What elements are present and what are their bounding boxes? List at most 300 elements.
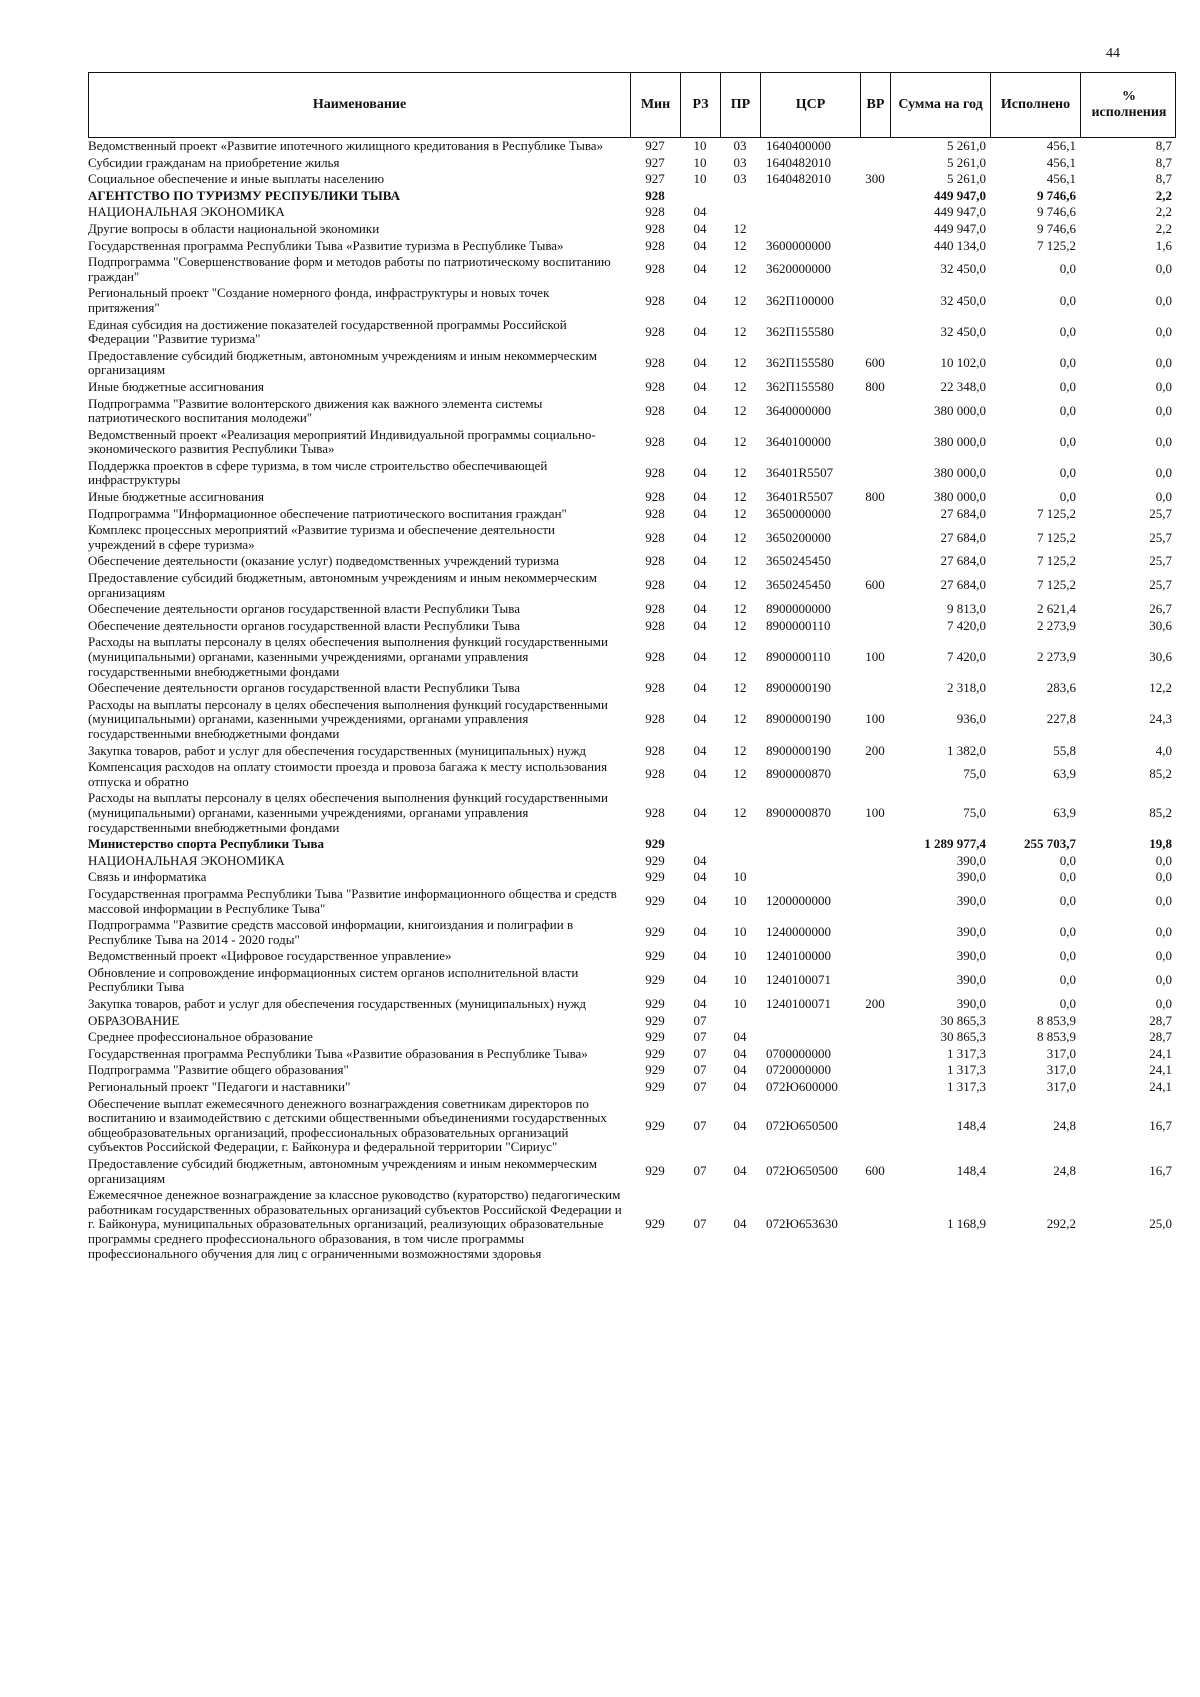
cell-rz: 04 <box>693 948 707 964</box>
cell-min: 929 <box>645 1117 665 1133</box>
cell-sum: 1 168,9 <box>947 1216 986 1232</box>
cell-csr: 072Ю653630 <box>766 1216 838 1232</box>
cell-vr: 800 <box>865 489 885 505</box>
cell-name: Расходы на выплаты персоналу в целях обеспечения выполнения функций государственными (муниципальными) органами, казенными учреждениями, органами управления государственными внебюджетными фондами <box>88 696 608 741</box>
cell-name: Региональный проект "Педагоги и наставники" <box>88 1079 351 1095</box>
cell-rz: 04 <box>693 465 707 481</box>
cell-sum: 449 947,0 <box>934 187 986 203</box>
cell-name: НАЦИОНАЛЬНАЯ ЭКОНОМИКА <box>88 204 285 220</box>
cell-min: 929 <box>645 1012 665 1028</box>
cell-min: 928 <box>645 766 665 782</box>
table-row <box>88 204 1176 221</box>
cell-vr: 100 <box>865 649 885 664</box>
cell-pr: 12 <box>733 323 747 339</box>
cell-csr: 362П155580 <box>766 355 834 371</box>
cell-vr <box>860 537 890 539</box>
cell-csr <box>760 1037 860 1039</box>
cell-vr <box>860 245 890 247</box>
cell-vr <box>860 1053 890 1055</box>
cell-vr <box>860 956 890 958</box>
table-row <box>88 618 1176 635</box>
cell-done: 255 703,7 <box>1024 836 1076 852</box>
cell-rz: 07 <box>693 1029 707 1045</box>
cell-pct: 0,0 <box>1155 948 1172 964</box>
cell-done: 0,0 <box>1059 972 1076 988</box>
cell-pr: 12 <box>733 617 747 633</box>
cell-vr <box>860 1020 890 1022</box>
cell-name: Государственная программа Республики Тыва «Развитие туризма в Республике Тыва» <box>88 237 564 253</box>
cell-min: 928 <box>645 433 665 449</box>
cell-rz: 04 <box>693 378 707 394</box>
cell-csr <box>760 212 860 214</box>
cell-done: 0,0 <box>1059 996 1076 1012</box>
cell-rz: 04 <box>693 355 707 371</box>
table-row <box>88 948 1176 965</box>
cell-pr: 12 <box>733 489 747 505</box>
cell-sum: 390,0 <box>956 893 986 909</box>
cell-pr: 12 <box>733 680 747 696</box>
cell-csr: 8900000190 <box>766 742 831 758</box>
cell-pr: 04 <box>733 1062 747 1078</box>
cell-vr <box>860 860 890 862</box>
cell-min: 929 <box>645 948 665 964</box>
cell-pct: 25,7 <box>1149 529 1172 545</box>
cell-name: Закупка товаров, работ и услуг для обеспечения государственных (муниципальных) нужд <box>88 742 587 758</box>
cell-csr: 1240000000 <box>766 924 831 940</box>
cell-sum: 30 865,3 <box>940 1029 986 1045</box>
cell-sum: 27 684,0 <box>940 529 986 545</box>
header-rz: РЗ <box>681 73 721 137</box>
cell-name: Единая субсидия на достижение показателей государственной программы Российской Федерации "Развитие туризма" <box>88 316 567 347</box>
cell-done: 63,9 <box>1053 766 1076 782</box>
cell-vr <box>860 300 890 302</box>
cell-pr: 10 <box>733 869 747 885</box>
table-row <box>88 790 1176 836</box>
cell-sum: 75,0 <box>963 804 986 820</box>
cell-vr <box>860 932 890 934</box>
cell-csr <box>760 843 860 845</box>
cell-sum: 27 684,0 <box>940 553 986 569</box>
cell-pct: 24,1 <box>1149 1079 1172 1095</box>
cell-rz: 04 <box>693 680 707 696</box>
cell-vr <box>860 687 890 689</box>
cell-pr: 12 <box>733 261 747 277</box>
cell-rz: 07 <box>693 1062 707 1078</box>
cell-min: 928 <box>645 292 665 308</box>
cell-sum: 449 947,0 <box>934 204 986 220</box>
cell-pr: 04 <box>733 1079 747 1095</box>
cell-name: Государственная программа Республики Тыва "Развитие информационного общества и средств массовой информации в Республике Тыва" <box>88 885 617 916</box>
cell-csr: 0700000000 <box>766 1045 831 1061</box>
header-sum: Сумма на год <box>891 73 991 137</box>
cell-done: 456,1 <box>1046 138 1076 153</box>
cell-pr: 12 <box>733 649 747 664</box>
cell-rz: 04 <box>693 402 707 418</box>
cell-csr: 1640482010 <box>766 171 831 187</box>
cell-pr: 12 <box>733 766 747 782</box>
cell-name: Другие вопросы в области национальной экономики <box>88 220 380 236</box>
cell-pct: 24,3 <box>1149 711 1172 727</box>
cell-name: Министерство спорта Республики Тыва <box>88 836 325 852</box>
header-min: Мин <box>631 73 681 137</box>
cell-sum: 27 684,0 <box>940 505 986 521</box>
cell-sum: 440 134,0 <box>934 237 986 253</box>
cell-done: 0,0 <box>1059 292 1076 308</box>
cell-sum: 32 450,0 <box>940 261 986 277</box>
cell-rz: 04 <box>693 261 707 277</box>
cell-done: 24,8 <box>1053 1117 1076 1133</box>
cell-pct: 26,7 <box>1149 601 1172 617</box>
table-row <box>88 869 1176 886</box>
cell-name: Закупка товаров, работ и услуг для обеспечения государственных (муниципальных) нужд <box>88 996 587 1012</box>
cell-rz: 04 <box>693 529 707 545</box>
cell-vr <box>860 1070 890 1072</box>
cell-vr: 100 <box>865 711 885 727</box>
cell-pr: 12 <box>733 237 747 253</box>
cell-csr: 1240100000 <box>766 948 831 964</box>
cell-min: 928 <box>645 804 665 820</box>
cell-rz: 04 <box>693 292 707 308</box>
cell-csr: 072Ю650500 <box>766 1117 838 1133</box>
cell-pr: 12 <box>733 711 747 727</box>
cell-sum: 390,0 <box>956 869 986 885</box>
cell-rz: 04 <box>693 220 707 236</box>
table-row <box>88 188 1176 205</box>
cell-pr: 12 <box>733 577 747 593</box>
cell-pct: 2,2 <box>1155 187 1172 203</box>
cell-min: 928 <box>645 204 665 220</box>
cell-sum: 380 000,0 <box>934 433 986 449</box>
table-row <box>88 697 1176 743</box>
table-row <box>88 601 1176 618</box>
cell-vr: 600 <box>865 1163 885 1179</box>
cell-csr: 0720000000 <box>766 1062 831 1078</box>
cell-min: 928 <box>645 187 665 203</box>
cell-done: 7 125,2 <box>1037 505 1076 521</box>
table-row <box>88 570 1176 601</box>
cell-done: 0,0 <box>1059 465 1076 481</box>
cell-pr: 03 <box>733 171 747 187</box>
cell-done: 2 621,4 <box>1037 601 1076 617</box>
cell-vr <box>860 774 890 776</box>
cell-pct: 0,0 <box>1155 852 1172 868</box>
table-row <box>88 285 1176 316</box>
cell-csr: 3650245450 <box>766 577 831 593</box>
cell-rz: 07 <box>693 1117 707 1133</box>
table-row <box>88 254 1176 285</box>
table-row <box>88 886 1176 917</box>
cell-done: 283,6 <box>1046 680 1076 696</box>
cell-name: Региональный проект "Создание номерного фонда, инфраструктуры и новых точек притяжения" <box>88 285 550 315</box>
table-row <box>88 1096 1176 1156</box>
cell-name: Расходы на выплаты персоналу в целях обеспечения выполнения функций государственными (муниципальными) органами, казенными учреждениями, органами управления государственными внебюджетными фондами <box>88 634 608 679</box>
cell-rz: 04 <box>693 996 707 1012</box>
cell-name: Подпрограмма "Развитие общего образования" <box>88 1062 349 1078</box>
cell-done: 55,8 <box>1053 742 1076 758</box>
cell-name: Ежемесячное денежное вознаграждение за классное руководство (кураторство) педагогическим работникам государственных образовательных организаций субъектов Российской Федерации и г. Байконура, муниципальных образовательных организаций, реализующих образовательные программы среднего профессионального образования, в том числе программы профессионального обучения для лиц с ограниченными возможностями здоровья <box>88 1187 622 1261</box>
cell-csr: 8900000190 <box>766 711 831 727</box>
cell-vr <box>860 472 890 474</box>
cell-pr: 03 <box>733 154 747 170</box>
cell-rz: 04 <box>693 601 707 617</box>
cell-rz: 07 <box>693 1216 707 1232</box>
cell-min: 928 <box>645 489 665 505</box>
table-row <box>88 238 1176 255</box>
cell-vr <box>860 212 890 214</box>
cell-name: Обновление и сопровождение информационных систем органов исполнительной власти Республики Тыва <box>88 964 579 995</box>
cell-csr: 3650245450 <box>766 553 831 569</box>
cell-pr: 12 <box>733 804 747 820</box>
cell-rz: 04 <box>693 237 707 253</box>
cell-pr: 12 <box>733 355 747 371</box>
cell-pct: 0,0 <box>1155 292 1172 308</box>
cell-vr <box>860 228 890 230</box>
cell-sum: 5 261,0 <box>947 138 986 153</box>
cell-rz: 04 <box>693 972 707 988</box>
table-row <box>88 553 1176 570</box>
cell-pct: 16,7 <box>1149 1163 1172 1179</box>
cell-done: 7 125,2 <box>1037 237 1076 253</box>
cell-pr: 12 <box>733 433 747 449</box>
cell-sum: 148,4 <box>956 1163 986 1179</box>
cell-csr: 3650000000 <box>766 505 831 521</box>
cell-sum: 2 318,0 <box>947 680 986 696</box>
cell-pr: 12 <box>733 553 747 569</box>
cell-min: 928 <box>645 323 665 339</box>
cell-name: Ведомственный проект «Развитие ипотечного жилищного кредитования в Республике Тыва» <box>88 138 604 153</box>
table-row <box>88 317 1176 348</box>
table-row <box>88 1187 1176 1262</box>
cell-sum: 936,0 <box>956 711 986 727</box>
cell-pct: 30,6 <box>1149 617 1172 633</box>
cell-csr: 36401R5507 <box>766 465 834 481</box>
cell-vr: 100 <box>865 804 885 820</box>
cell-csr: 8900000110 <box>766 617 831 633</box>
cell-min: 928 <box>645 402 665 418</box>
cell-pct: 0,0 <box>1155 996 1172 1012</box>
table-row <box>88 965 1176 996</box>
table-row <box>88 458 1176 489</box>
cell-pct: 0,0 <box>1155 261 1172 277</box>
cell-pr: 10 <box>733 893 747 909</box>
cell-rz: 04 <box>693 323 707 339</box>
cell-pct: 24,1 <box>1149 1062 1172 1078</box>
cell-pct: 8,7 <box>1155 171 1172 187</box>
cell-name: Предоставление субсидий бюджетным, автономным учреждениям и иным некоммерческим организациям <box>88 570 597 600</box>
table-row <box>88 680 1176 697</box>
cell-rz: 04 <box>693 489 707 505</box>
cell-done: 63,9 <box>1053 804 1076 820</box>
cell-name: Обеспечение деятельности органов государственной власти Республики Тыва <box>88 680 520 696</box>
cell-done: 0,0 <box>1059 924 1076 940</box>
cell-min: 928 <box>645 465 665 481</box>
cell-min: 929 <box>645 1079 665 1095</box>
cell-rz: 04 <box>693 204 707 220</box>
cell-pct: 0,0 <box>1155 355 1172 371</box>
cell-min: 929 <box>645 1029 665 1045</box>
cell-vr <box>860 1037 890 1039</box>
cell-done: 0,0 <box>1059 355 1076 371</box>
cell-pr: 12 <box>733 742 747 758</box>
cell-pct: 0,0 <box>1155 323 1172 339</box>
cell-pct: 28,7 <box>1149 1029 1172 1045</box>
header-pr: ПР <box>721 73 761 137</box>
cell-min: 927 <box>645 154 665 170</box>
cell-pct: 85,2 <box>1149 766 1172 782</box>
cell-min: 928 <box>645 529 665 545</box>
cell-pr: 10 <box>733 924 747 940</box>
cell-vr: 200 <box>865 996 885 1012</box>
cell-done: 9 746,6 <box>1037 204 1076 220</box>
cell-rz: 07 <box>693 1079 707 1095</box>
cell-name: Связь и информатика <box>88 869 207 885</box>
cell-pr: 10 <box>733 996 747 1012</box>
table-row <box>88 155 1176 172</box>
cell-sum: 9 813,0 <box>947 601 986 617</box>
cell-done: 9 746,6 <box>1037 187 1076 203</box>
cell-min: 929 <box>645 996 665 1012</box>
cell-vr <box>860 1086 890 1088</box>
cell-csr: 3650200000 <box>766 529 831 545</box>
cell-min: 928 <box>645 378 665 394</box>
cell-done: 0,0 <box>1059 948 1076 964</box>
cell-csr: 362П155580 <box>766 378 834 394</box>
cell-rz: 04 <box>693 577 707 593</box>
cell-min: 929 <box>645 1045 665 1061</box>
cell-rz: 04 <box>693 804 707 820</box>
cell-pr <box>720 1020 760 1022</box>
cell-csr: 1240100071 <box>766 996 831 1012</box>
cell-csr: 362П100000 <box>766 292 834 308</box>
cell-rz: 04 <box>693 893 707 909</box>
cell-min: 929 <box>645 1062 665 1078</box>
cell-name: НАЦИОНАЛЬНАЯ ЭКОНОМИКА <box>88 852 285 868</box>
cell-csr <box>760 228 860 230</box>
cell-min: 928 <box>645 649 665 664</box>
table-row <box>88 917 1176 948</box>
cell-pct: 25,0 <box>1149 1216 1172 1232</box>
cell-rz: 04 <box>693 505 707 521</box>
cell-pr: 04 <box>733 1029 747 1045</box>
cell-rz: 04 <box>693 553 707 569</box>
cell-sum: 390,0 <box>956 924 986 940</box>
cell-rz: 07 <box>693 1045 707 1061</box>
cell-name: Расходы на выплаты персоналу в целях обеспечения выполнения функций государственными (муниципальными) органами, казенными учреждениями, органами управления государственными внебюджетными фондами <box>88 790 608 835</box>
cell-min: 928 <box>645 505 665 521</box>
cell-rz: 07 <box>693 1163 707 1179</box>
page-number: 44 <box>1106 46 1120 61</box>
cell-rz: 04 <box>693 742 707 758</box>
cell-sum: 7 420,0 <box>947 617 986 633</box>
table-row <box>88 634 1176 680</box>
cell-pct: 8,7 <box>1155 138 1172 153</box>
cell-csr: 3640000000 <box>766 402 831 418</box>
cell-sum: 1 289 977,4 <box>924 836 986 852</box>
cell-done: 317,0 <box>1046 1062 1076 1078</box>
cell-name: Поддержка проектов в сфере туризма, в том числе строительство обеспечивающей инфраструктуры <box>88 457 548 488</box>
cell-done: 456,1 <box>1046 154 1076 170</box>
cell-vr: 200 <box>865 742 885 758</box>
cell-vr <box>860 410 890 412</box>
cell-pct: 4,0 <box>1155 742 1172 758</box>
cell-rz: 04 <box>693 852 707 868</box>
cell-done: 0,0 <box>1059 323 1076 339</box>
cell-min: 929 <box>645 836 665 852</box>
cell-vr <box>860 979 890 981</box>
table-row <box>88 427 1176 458</box>
cell-name: ОБРАЗОВАНИЕ <box>88 1012 180 1028</box>
cell-rz: 04 <box>693 711 707 727</box>
cell-pr <box>720 212 760 214</box>
cell-csr: 8900000000 <box>766 601 831 617</box>
cell-csr: 8900000190 <box>766 680 831 696</box>
cell-rz: 10 <box>693 154 707 170</box>
cell-pr: 10 <box>733 948 747 964</box>
cell-done: 0,0 <box>1059 852 1076 868</box>
cell-pct: 0,0 <box>1155 869 1172 885</box>
cell-csr: 362П155580 <box>766 323 834 339</box>
cell-pr: 10 <box>733 972 747 988</box>
cell-min: 928 <box>645 742 665 758</box>
cell-pct: 8,7 <box>1155 154 1172 170</box>
cell-min: 928 <box>645 355 665 371</box>
cell-pr: 04 <box>733 1216 747 1232</box>
cell-sum: 27 684,0 <box>940 577 986 593</box>
table-row <box>88 996 1176 1013</box>
cell-csr <box>760 195 860 197</box>
header-done: Исполнено <box>991 73 1081 137</box>
table-header <box>88 72 1176 138</box>
table-row <box>88 171 1176 188</box>
cell-csr: 8900000870 <box>766 766 831 782</box>
cell-vr <box>860 877 890 879</box>
cell-csr <box>760 1020 860 1022</box>
cell-pr: 04 <box>733 1045 747 1061</box>
cell-rz: 04 <box>693 766 707 782</box>
cell-vr: 300 <box>865 171 885 187</box>
cell-done: 0,0 <box>1059 378 1076 394</box>
cell-min: 929 <box>645 893 665 909</box>
cell-pct: 1,6 <box>1155 237 1172 253</box>
cell-pct: 85,2 <box>1149 804 1172 820</box>
cell-vr <box>860 513 890 515</box>
cell-pct: 0,0 <box>1155 465 1172 481</box>
cell-name: Предоставление субсидий бюджетным, автономным учреждениям и иным некоммерческим организациям <box>88 1156 597 1186</box>
cell-pct: 0,0 <box>1155 893 1172 909</box>
cell-sum: 22 348,0 <box>940 378 986 394</box>
cell-pr: 03 <box>733 138 747 153</box>
cell-vr <box>860 269 890 271</box>
cell-name: Ведомственный проект «Реализация мероприятий Индивидуальной программы социально-экономического развития Республики Тыва» <box>88 426 596 457</box>
cell-rz: 10 <box>693 171 707 187</box>
cell-sum: 449 947,0 <box>934 220 986 236</box>
cell-pr <box>720 860 760 862</box>
cell-pr <box>720 843 760 845</box>
cell-min: 929 <box>645 972 665 988</box>
cell-done: 7 125,2 <box>1037 529 1076 545</box>
table-body <box>88 138 1176 1262</box>
cell-pct: 0,0 <box>1155 402 1172 418</box>
table-row <box>88 743 1176 760</box>
cell-pct: 28,7 <box>1149 1012 1172 1028</box>
cell-min: 928 <box>645 680 665 696</box>
cell-sum: 390,0 <box>956 852 986 868</box>
cell-name: Государственная программа Республики Тыва «Развитие образования в Республике Тыва» <box>88 1045 588 1061</box>
cell-rz: 07 <box>693 1012 707 1028</box>
cell-sum: 1 317,3 <box>947 1079 986 1095</box>
cell-done: 227,8 <box>1046 711 1076 727</box>
cell-done: 2 273,9 <box>1037 617 1076 633</box>
